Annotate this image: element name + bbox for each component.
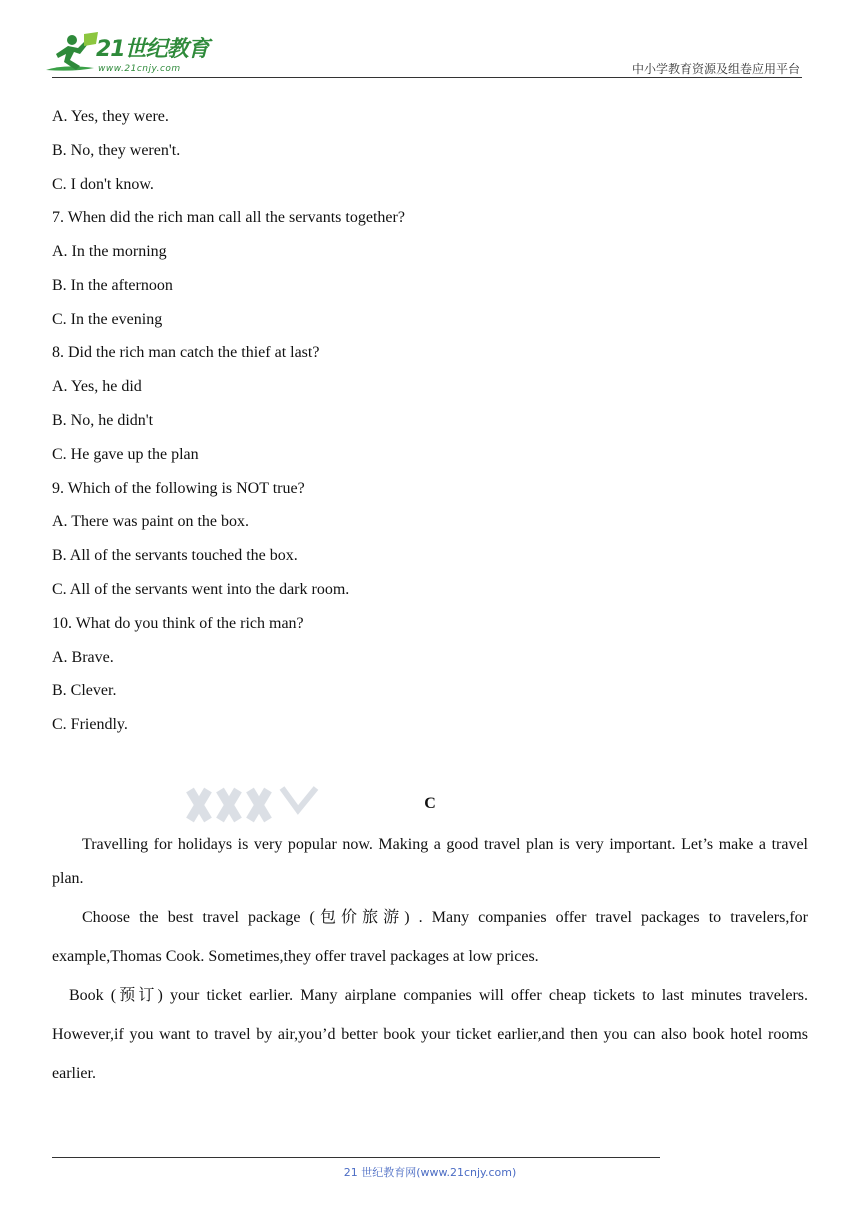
logo-text: 21世纪教育 <box>96 37 209 62</box>
option-line: A. In the morning <box>52 243 167 260</box>
logo-url: www.21cnjy.com <box>98 64 181 74</box>
page-header <box>0 0 860 80</box>
question-line: 9. Which of the following is NOT true? <box>52 480 305 497</box>
option-line: A. Yes, they were. <box>52 108 169 125</box>
option-line: C. I don't know. <box>52 176 154 193</box>
header-platform-text: 中小学教育资源及组卷应用平台 <box>631 62 800 76</box>
option-line: A. Brave. <box>52 649 114 666</box>
option-line: A. There was paint on the box. <box>52 513 249 530</box>
option-line: C. In the evening <box>52 311 163 328</box>
option-line: B. No, they weren't. <box>52 142 181 159</box>
option-line: C. Friendly. <box>52 716 128 733</box>
option-line: B. All of the servants touched the box. <box>52 547 298 564</box>
paragraph: Travelling for holidays is very popular now. Making a good travel plan is very important. Let’s make a travel plan. <box>52 836 808 887</box>
option-line: B. No, he didn't <box>52 412 154 429</box>
section-title: C <box>424 795 436 812</box>
question-line: 10. What do you think of the rich man? <box>52 615 304 632</box>
option-line: A. Yes, he did <box>52 378 142 395</box>
footer-link[interactable]: 21 世纪教育网(www.21cnjy.com) <box>343 1166 517 1179</box>
option-line: B. In the afternoon <box>52 277 173 294</box>
question-line: 7. When did the rich man call all the servants together? <box>52 209 405 226</box>
paragraph: Book (预订) your ticket earlier. Many airplane companies will offer cheap tickets to last minutes travelers. However,if you want to travel by air,you’d better book your ticket earlier,and then you can also book hotel rooms earlier. <box>52 987 808 1082</box>
footer-divider <box>52 1157 660 1158</box>
option-line: B. Clever. <box>52 682 117 699</box>
option-line: C. All of the servants went into the dark room. <box>52 581 350 598</box>
paragraph: Choose the best travel package (包价旅游) . Many companies offer travel packages to travelers,for example,Thomas Cook. Sometimes,they offer travel packages at low prices. <box>52 909 808 965</box>
option-line: C. He gave up the plan <box>52 446 199 463</box>
header-divider <box>52 77 802 78</box>
question-line: 8. Did the rich man catch the thief at last? <box>52 344 320 361</box>
